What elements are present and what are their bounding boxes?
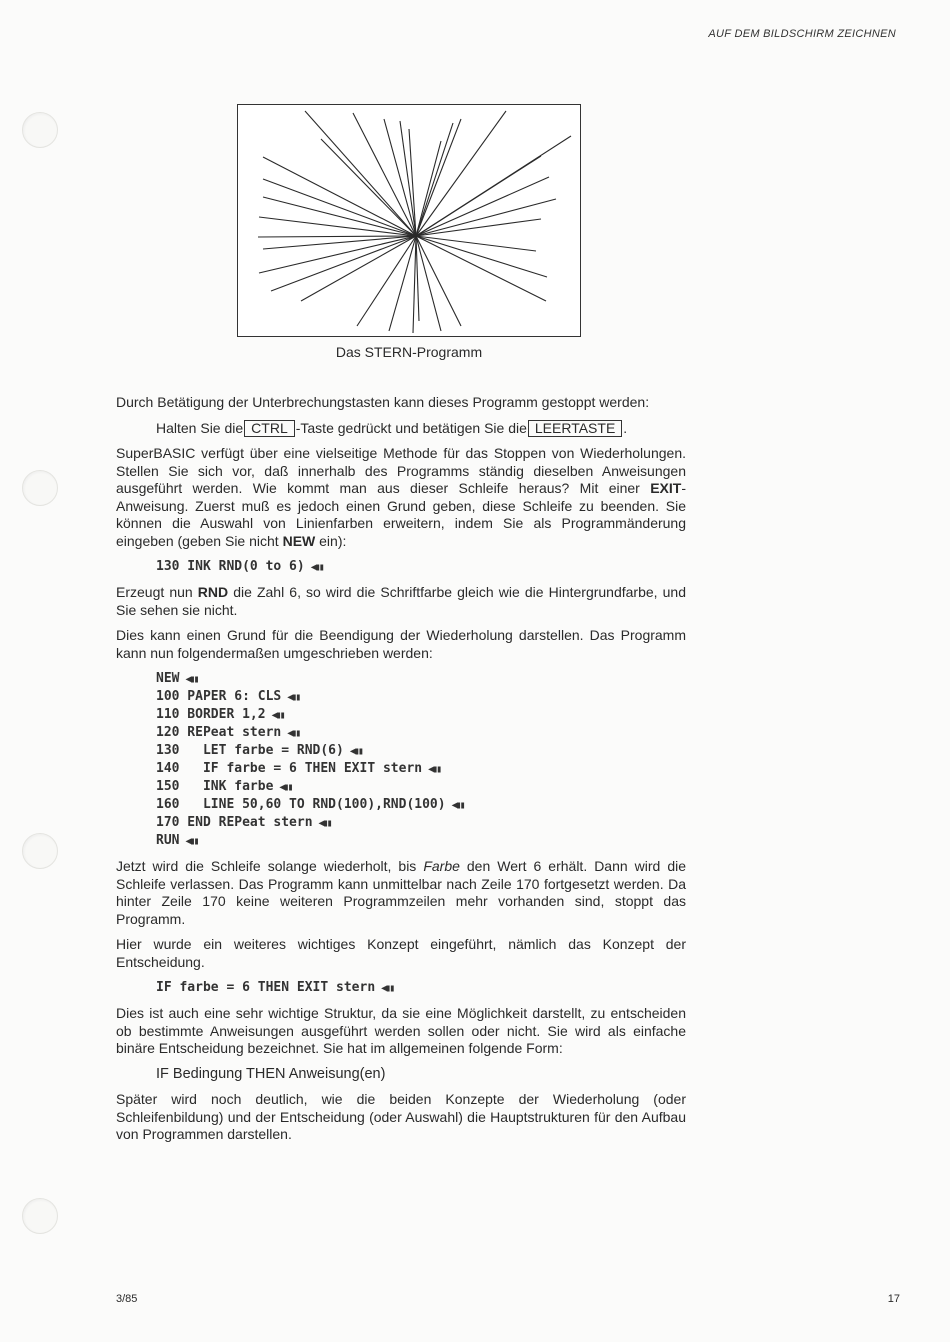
instruction-line (116, 420, 686, 438)
program-line-text: 160 LINE 50,60 TO RND(100),RND(100) (156, 797, 446, 812)
star-line (271, 236, 416, 291)
enter-key-icon: ◀▮▮ (428, 764, 441, 775)
decision-paragraph: Hier wurde ein weiteres wichtiges Konzept eingeführt, nämlich das Konzept der Entscheidung. (116, 936, 686, 970)
enter-key-icon: ◀▮▮ (310, 562, 323, 573)
program-line-text: 140 IF farbe = 6 THEN EXIT stern (156, 761, 423, 776)
exit-text-1: SuperBASIC verfügt über eine vielseitige Methode für das Stoppen von Wiederholungen. Stellen Sie sich vor, daß innerhalb des Programms ständig dieselben Anweisungen ausgeführt werden. Wie kommt man aus dieser Schleife heraus? Mit einer (116, 445, 686, 496)
star-line (409, 129, 416, 236)
instruction-text-2: -Taste gedrückt und betätigen Sie die (295, 419, 527, 436)
program-line (156, 832, 686, 850)
star-line (416, 236, 546, 301)
code-example-2 (156, 979, 686, 997)
enter-key-icon: ◀▮▮ (271, 710, 284, 721)
star-line (357, 236, 416, 326)
star-line (321, 139, 416, 236)
program-line (156, 706, 686, 724)
code-example-1 (156, 558, 686, 576)
enter-key-icon: ◀▮▮ (451, 800, 464, 811)
farbe-italic: Farbe (423, 858, 460, 874)
exit-text-2: -Anweisung. Zuerst muß es jedoch einen Grund geben, diese Schleife zu beenden. Sie können die Auswahl von Linienfarben erweitern, indem Sie als Programmänderung eingeben (geben Sie nicht (116, 480, 686, 549)
star-line (258, 236, 416, 237)
program-line (156, 670, 686, 688)
program-line (156, 724, 686, 742)
star-line (416, 236, 419, 321)
star-line (413, 236, 416, 333)
new-keyword: NEW (282, 532, 316, 549)
star-line (259, 217, 416, 236)
program-line-text: NEW (156, 671, 180, 686)
star-line (301, 236, 416, 301)
rnd-paragraph (116, 584, 686, 619)
program-line (156, 796, 686, 814)
rnd-text-2: die Zahl 6, so wird die Schriftfarbe gleich wie die Hintergrundfarbe, und Sie sehen sie nicht. (116, 584, 686, 618)
footer-date: 3/85 (116, 1293, 138, 1305)
instruction-text-3: . (623, 419, 628, 436)
enter-key-icon: ◀▮▮ (381, 983, 394, 994)
enter-key-icon: ◀▮▮ (318, 818, 331, 829)
punch-hole-4 (22, 1198, 58, 1234)
punch-hole-3 (22, 833, 58, 869)
punch-hole-2 (22, 470, 58, 506)
ctrl-key: CTRL (244, 420, 295, 437)
star-line (416, 236, 441, 331)
program-line-text: 110 BORDER 1,2 (156, 707, 266, 722)
star-line (416, 236, 536, 251)
program-line-text: 130 LET farbe = RND(6) (156, 743, 344, 758)
star-line (416, 111, 506, 236)
star-line (416, 236, 547, 277)
rnd-keyword: RND (197, 584, 229, 600)
enter-key-icon: ◀▮▮ (349, 746, 362, 757)
star-line (263, 236, 416, 249)
page-number: 17 (887, 1293, 900, 1305)
star-figure (237, 104, 581, 337)
exit-paragraph (116, 445, 686, 550)
rewrite-paragraph: Dies kann einen Grund für die Beendigung der Wiederholung darstellen. Das Programm kann nun folgendermaßen umgeschrieben werden: (116, 627, 686, 661)
star-line (416, 156, 541, 236)
program-listing (156, 670, 686, 850)
loop-text-2: den Wert 6 erhält. Dann wird die Schleife verlassen. Das Programm kann unmittelbar nach Zeile 170 fortgesetzt werden. Da hinter Zeile 170 keine weiteren Programmzeilen mehr vorhanden sind, stoppt das Programm. (116, 858, 687, 927)
enter-key-icon: ◀▮▮ (287, 692, 300, 703)
program-line (156, 778, 686, 796)
enter-key-icon: ◀▮▮ (185, 836, 198, 847)
program-line (156, 742, 686, 760)
star-line (416, 123, 453, 236)
running-header: AUF DEM BILDSCHIRM ZEICHNEN (708, 28, 896, 40)
closing-paragraph: Später wird noch deutlich, wie die beiden Konzepte der Wiederholung (oder Schleifenbildung) und der Entscheidung (oder Auswahl) die Hauptstrukturen für den Aufbau von Programmen darstellen. (116, 1091, 686, 1142)
code-line: 130 INK RND(0 to 6) (156, 559, 305, 574)
star-line (389, 236, 416, 331)
star-line (263, 179, 416, 236)
enter-key-icon: ◀▮▮ (185, 674, 198, 685)
program-line (156, 688, 686, 706)
star-line (263, 197, 416, 236)
program-line-text: RUN (156, 833, 180, 848)
exit-keyword: EXIT (650, 480, 682, 496)
enter-key-icon: ◀▮▮ (279, 782, 292, 793)
star-drawing (238, 105, 580, 336)
program-line-text: 100 PAPER 6: CLS (156, 689, 282, 704)
star-line (259, 236, 416, 273)
program-line (156, 814, 686, 832)
if-then-form: IF Bedingung THEN Anweisung(en) (156, 1065, 386, 1082)
program-line (156, 760, 686, 778)
structure-paragraph: Dies ist auch eine sehr wichtige Struktur, da sie eine Möglichkeit darstellt, zu entscheiden ob bestimmte Anweisungen ausgeführt werden sollen oder nicht. Sie wird als einfache binäre Entscheidung bezeichnet. Sie hat im allgemeinen folgende Form: (116, 1005, 686, 1056)
loop-text-1: Jetzt wird die Schleife solange wiederholt, bis (116, 858, 424, 874)
figure-caption: Das STERN-Programm (335, 344, 483, 360)
body-text (116, 394, 686, 1152)
loop-paragraph (116, 858, 686, 928)
program-line-text: 170 END REPeat stern (156, 815, 313, 830)
star-line (353, 113, 416, 236)
rnd-text-1: Erzeugt nun (116, 584, 198, 600)
intro-paragraph: Durch Betätigung der Unterbrechungstasten kann dieses Programm gestoppt werden: (116, 394, 650, 410)
star-line (400, 121, 416, 236)
enter-key-icon: ◀▮▮ (287, 728, 300, 739)
program-line-text: 120 REPeat stern (156, 725, 282, 740)
punch-hole-1 (22, 112, 58, 148)
exit-text-3: ein): (315, 532, 347, 549)
star-line (416, 236, 461, 326)
instruction-text-1: Halten Sie die (156, 419, 244, 436)
program-line-text: 150 INK farbe (156, 779, 274, 794)
space-key: LEERTASTE (528, 420, 622, 437)
code-line: IF farbe = 6 THEN EXIT stern (156, 980, 376, 995)
star-line (263, 157, 416, 236)
